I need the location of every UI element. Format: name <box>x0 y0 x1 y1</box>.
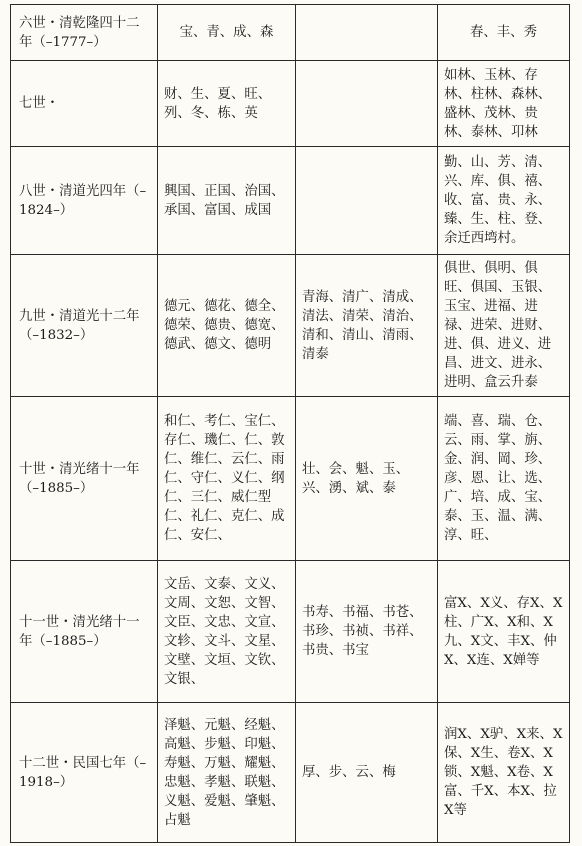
name-cell-col3: 厚、步、云、梅 <box>296 703 438 843</box>
name-cell-col4: 如林、玉林、存林、柱林、森林、盛林、茂林、贵林、泰林、卭林 <box>438 61 570 147</box>
name-cell-col2: 德元、德花、德全、德荣、德贵、德宽、德武、德文、德明 <box>158 255 296 397</box>
name-cell-col4: 润X、X驴、X来、X保、X生、卷X、X锁、X魁、X卷、X富、千X、本X、拉X等 <box>438 703 570 843</box>
generation-cell: 九世・清道光十二年（–1832–） <box>11 255 158 397</box>
name-cell-col4: 端、喜、瑞、仓、云、雨、掌、旃、金、润、岡、珍、彦、恩、让、选、广、培、成、宝、泰、玉、温、满、淳、旺、 <box>438 397 570 561</box>
name-cell-col3 <box>296 61 438 147</box>
name-cell-col3 <box>296 5 438 61</box>
name-cell-col2: 泽魁、元魁、经魁、高魁、步魁、印魁、寿魁、万魁、耀魁、忠魁、孝魁、联魁、义魁、爱魁、肇魁、占魁 <box>158 703 296 843</box>
genealogy-table <box>10 4 570 843</box>
generation-cell: 七世・ <box>11 61 158 147</box>
name-cell-col2: 和仁、考仁、宝仁、存仁、璣仁、仁、敦仁、维仁、云仁、雨仁、守仁、义仁、纲仁、三仁、威仁型仁、礼仁、克仁、成仁、安仁、 <box>158 397 296 561</box>
name-cell-col2: 文岳、文泰、文义、文周、文恕、文智、文臣、文忠、文宣、文轸、文斗、文星、文壁、文垣、文钦、文银、 <box>158 561 296 703</box>
table-row <box>11 147 570 255</box>
name-cell-col4: 春、丰、秀 <box>438 5 570 61</box>
name-cell-col2: 興国、正国、治国、承国、富国、成国 <box>158 147 296 255</box>
table-row <box>11 703 570 843</box>
table-row <box>11 255 570 397</box>
name-cell-col3: 书寿、书福、书苍、书珍、书祯、书祥、书贵、书宝 <box>296 561 438 703</box>
name-cell-col3: 壮、会、魁、玉、兴、湧、斌、泰 <box>296 397 438 561</box>
generation-cell: 十一世・清光绪十一年（–1885–） <box>11 561 158 703</box>
generation-cell: 六世・清乾隆四十二年（–1777–） <box>11 5 158 61</box>
name-cell-col2: 宝、青、成、森 <box>158 5 296 61</box>
table-row <box>11 61 570 147</box>
name-cell-col3 <box>296 147 438 255</box>
generation-cell: 十世・清光绪十一年（–1885–） <box>11 397 158 561</box>
table-row <box>11 5 570 61</box>
name-cell-col4: 俱世、俱明、俱旺、俱国、玉银、玉宝、进福、进禄、进荣、进财、进、俱、进义、进昌、进文、进永、进明、盒云升泰 <box>438 255 570 397</box>
table-row <box>11 397 570 561</box>
generation-cell: 十二世・民国七年（–1918–） <box>11 703 158 843</box>
name-cell-col4: 勤、山、芳、清、兴、库、俱、禧、收、富、贵、永、臻、生、柱、登、余迁西塆村。 <box>438 147 570 255</box>
generation-cell: 八世・清道光四年（–1824–） <box>11 147 158 255</box>
name-cell-col3: 青海、清广、清成、清法、清荣、清治、清和、清山、清雨、清泰 <box>296 255 438 397</box>
table-row <box>11 561 570 703</box>
name-cell-col4: 富X、X义、存X、X柱、广X、X和、X九、X文、丰X、仲X、X连、X婵等 <box>438 561 570 703</box>
name-cell-col2: 财、生、夏、旺、列、冬、栋、英 <box>158 61 296 147</box>
